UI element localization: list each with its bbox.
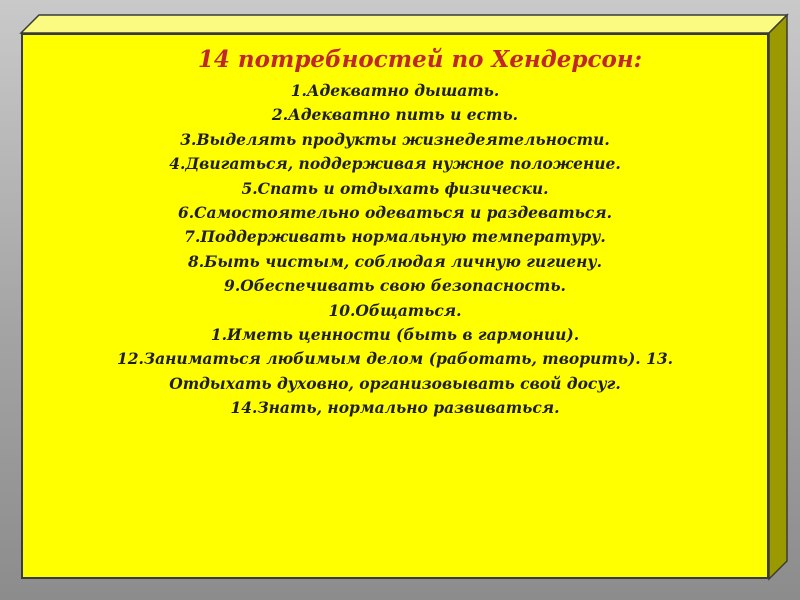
list-item: 1.Иметь ценности (быть в гармонии).: [210, 325, 580, 345]
list-item: 9.Обеспечивать свою безопасность.: [224, 276, 566, 296]
list-item: Отдыхать духовно, организовывать свой досуг.: [169, 373, 621, 393]
list-item: 6.Самостоятельно одеваться и раздеваться.: [177, 203, 613, 223]
list-item: 10.Общаться.: [328, 300, 462, 320]
box-right-face: [769, 15, 787, 579]
needs-list: [30, 44, 760, 421]
list-item: 8.Быть чистым, соблюдая личную гигиену.: [187, 251, 603, 271]
list-item: 2.Адекватно пить и есть.: [271, 105, 519, 125]
list-item: 12.Заниматься любимым делом (работать, творить). 13.: [116, 349, 674, 369]
box-top-face: [21, 15, 787, 33]
list-item: 14.Знать, нормально развиваться.: [230, 398, 560, 418]
list-item: 4.Двигаться, поддерживая нужное положение.: [169, 154, 621, 174]
list-item: 1.Адекватно дышать.: [290, 81, 500, 100]
slide-title: 14 потребностей по Хендерсон:: [197, 46, 643, 73]
list-item: 5.Спать и отдыхать физически.: [241, 178, 549, 198]
list-item: 3.Выделять продукты жизнедеятельности.: [180, 129, 610, 149]
list-item: 7.Поддерживать нормальную температуру.: [184, 227, 606, 247]
